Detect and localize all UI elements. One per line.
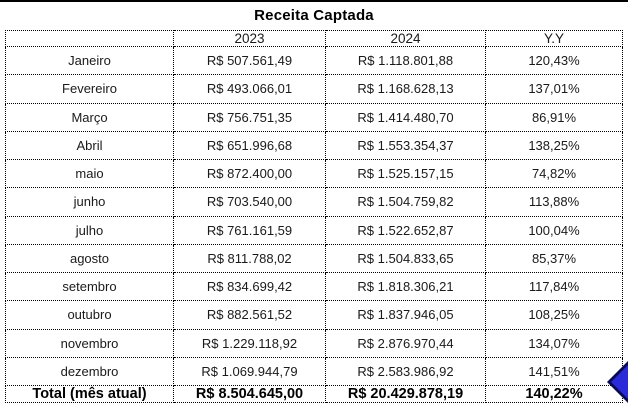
month-cell: Janeiro	[6, 47, 174, 75]
table-row	[6, 244, 623, 272]
value-2024-cell: R$ 1.504.833,65	[326, 244, 486, 272]
total-2024-cell: R$ 20.429.878,19	[326, 386, 486, 403]
month-cell: agosto	[6, 244, 174, 272]
month-cell: Março	[6, 103, 174, 131]
yy-percent-cell: 138,25%	[486, 131, 623, 159]
value-2024-cell: R$ 1.414.480,70	[326, 103, 486, 131]
total-2023-cell: R$ 8.504.645,00	[174, 386, 326, 403]
value-2023-cell: R$ 493.066,01	[174, 75, 326, 103]
yy-percent-cell: 86,91%	[486, 103, 623, 131]
value-2024-cell: R$ 1.522.652,87	[326, 216, 486, 244]
month-cell: Fevereiro	[6, 75, 174, 103]
yy-percent-cell: 120,43%	[486, 47, 623, 75]
yy-percent-cell: 134,07%	[486, 329, 623, 357]
table-row	[6, 273, 623, 301]
yy-percent-cell: 108,25%	[486, 301, 623, 329]
month-cell: maio	[6, 160, 174, 188]
value-2023-cell: R$ 882.561,52	[174, 301, 326, 329]
value-2023-cell: R$ 834.699,42	[174, 273, 326, 301]
month-cell: novembro	[6, 329, 174, 357]
header-yy-cell: Y.Y	[486, 31, 623, 47]
value-2024-cell: R$ 1.168.628,13	[326, 75, 486, 103]
table-row	[6, 329, 623, 357]
value-2023-cell: R$ 703.540,00	[174, 188, 326, 216]
table-title: Receita Captada	[254, 7, 374, 24]
value-2023-cell: R$ 761.161,59	[174, 216, 326, 244]
table-row	[6, 357, 623, 385]
table-row	[6, 47, 623, 75]
month-cell: outubro	[6, 301, 174, 329]
value-2024-cell: R$ 1.818.306,21	[326, 273, 486, 301]
header-2024-cell: 2024	[326, 31, 486, 47]
value-2024-cell: R$ 1.553.354,37	[326, 131, 486, 159]
receita-captada-table	[5, 30, 623, 403]
value-2024-cell: R$ 2.876.970,44	[326, 329, 486, 357]
total-row	[6, 386, 623, 403]
header-row	[6, 31, 623, 47]
month-cell: dezembro	[6, 357, 174, 385]
table-row	[6, 216, 623, 244]
yy-percent-cell: 141,51%	[486, 357, 623, 385]
table-row	[6, 131, 623, 159]
value-2024-cell: R$ 1.504.759,82	[326, 188, 486, 216]
value-2023-cell: R$ 507.561,49	[174, 47, 326, 75]
yy-percent-cell: 117,84%	[486, 273, 623, 301]
month-cell: julho	[6, 216, 174, 244]
table-row	[6, 160, 623, 188]
value-2024-cell: R$ 1.118.801,88	[326, 47, 486, 75]
value-2023-cell: R$ 1.229.118,92	[174, 329, 326, 357]
total-label-cell: Total (mês atual)	[6, 386, 174, 403]
month-cell: Abril	[6, 131, 174, 159]
value-2023-cell: R$ 1.069.944,79	[174, 357, 326, 385]
header-month-cell	[6, 31, 174, 47]
yy-percent-cell: 113,88%	[486, 188, 623, 216]
table-body	[6, 47, 623, 386]
yy-percent-cell: 100,04%	[486, 216, 623, 244]
table-row	[6, 103, 623, 131]
yy-percent-cell: 74,82%	[486, 160, 623, 188]
value-2024-cell: R$ 1.837.946,05	[326, 301, 486, 329]
table-row	[6, 75, 623, 103]
value-2023-cell: R$ 872.400,00	[174, 160, 326, 188]
table-row	[6, 301, 623, 329]
table-row	[6, 188, 623, 216]
top-divider-line	[0, 0, 628, 2]
value-2023-cell: R$ 756.751,35	[174, 103, 326, 131]
total-yy-cell: 140,22%	[486, 386, 623, 403]
month-cell: setembro	[6, 273, 174, 301]
value-2023-cell: R$ 811.788,02	[174, 244, 326, 272]
value-2023-cell: R$ 651.996,68	[174, 131, 326, 159]
yy-percent-cell: 85,37%	[486, 244, 623, 272]
value-2024-cell: R$ 1.525.157,15	[326, 160, 486, 188]
month-cell: junho	[6, 188, 174, 216]
yy-percent-cell: 137,01%	[486, 75, 623, 103]
header-2023-cell: 2023	[174, 31, 326, 47]
value-2024-cell: R$ 2.583.986,92	[326, 357, 486, 385]
